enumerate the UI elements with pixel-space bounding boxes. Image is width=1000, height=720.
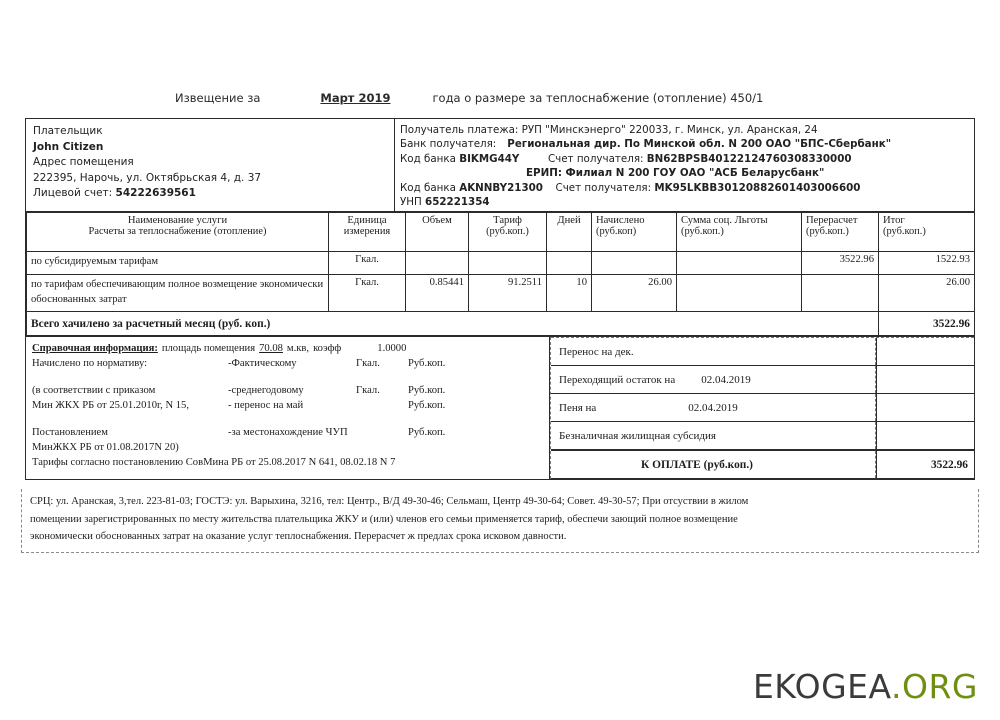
col-header-name-sub: Расчеты за теплоснабжение (отопление) [88,226,267,238]
reference-footnote-1: МинЖКХ РБ от 01.08.2017N 20) [32,442,179,454]
reference-row-c1: Мин ЖКХ РБ от 25.01.2010г, N 15, [32,400,189,412]
cell-benefit [677,252,802,275]
spacer [32,371,549,383]
payment-panel [550,337,974,479]
cell-tariff: 91.2511 [469,275,547,312]
payer-account-line [33,186,394,202]
col-header-days [547,213,592,252]
payment-row-label: Безналичная жилищная субсидия [559,430,716,443]
payment-row [551,366,974,394]
cell-recalc: 3522.96 [802,252,879,275]
payee-erip-value: ЕРИП: Филиал N 200 ГОУ ОАО "АСБ Беларусбанк" [526,167,825,180]
notice-label: Извещение за [175,91,261,105]
reference-row-c1: Постановлением [32,427,108,439]
reference-row-c2: -Фактическому [228,358,297,370]
col-header-unit-title: Единица [347,215,387,227]
col-header-tariff [469,213,547,252]
spacer [32,413,549,425]
reference-row-c4: Руб.коп. [408,400,446,412]
payer-account-value: 54222639561 [115,187,196,200]
reference-row-c4: Руб.коп. [408,427,446,439]
cell-volume: 0.85441 [406,275,469,312]
cell-recalc [802,275,879,312]
payee-bank-value: Региональная дир. По Минской обл. N 200 ОАО "БПС-Сбербанк" [507,138,892,151]
col-header-total-sub: (руб.коп.) [883,226,926,238]
cell-service-name: по субсидируемым тарифам [27,252,329,275]
col-header-tariff-sub: (руб.коп.) [486,226,529,238]
col-header-unit [329,213,406,252]
document-header-line [25,88,975,108]
payee-bankcode2-value: AKNNBY21300 [459,181,543,194]
payment-row-label-wrap [551,422,876,449]
payment-row-label-wrap [551,394,876,421]
services-header-row [27,213,975,252]
col-header-total [879,213,975,252]
reference-area-value: 70.08 [259,343,283,355]
table-total-row [27,312,975,336]
footer-note-line-2: помещении зарегистрированных по месту жительства плательщика ЖКУ и (или) членов его семьи применяется тариф, обеспечи зающий полное возмещение [30,513,738,525]
payment-row [551,394,974,422]
col-header-total-title: Итог [883,215,905,227]
col-header-accrued-sub: (руб.коп) [596,226,637,238]
cell-volume [406,252,469,275]
reference-heading: Справочная информация: [32,343,158,355]
col-header-recalc-sub: (руб.коп.) [806,226,849,238]
payee-erip-line [400,166,970,180]
col-header-accrued [592,213,677,252]
payer-block [26,119,395,211]
payment-row-date: 02.04.2019 [688,402,738,415]
payment-row-label: Перенос на дек. [559,346,634,359]
payee-recipient-value: РУП "Минскэнерго" 220033, г. Минск, ул. Аранская, 24 [521,124,818,136]
invoice-sheet [25,118,975,480]
reference-row-c3 [356,425,408,440]
payee-bank-line [400,137,970,151]
reference-row-c1: (в соответствии с приказом [32,385,156,397]
reference-row-c3: Гкал. [356,385,380,397]
payer-address-label: Адрес помещения [33,156,134,169]
reference-heading-line [32,341,549,356]
reference-coeff-label: коэфф [313,343,342,355]
payee-bankcode-value: BIKMG44Y [459,152,520,165]
reference-payment-band [26,336,974,479]
reference-row [32,425,549,440]
cell-benefit [677,275,802,312]
payment-row-label-wrap [551,366,876,393]
payee-unp-line [400,195,970,209]
payment-row [551,337,974,366]
col-header-name-title: Наименование услуги [127,215,228,227]
payer-name: John Citizen [33,140,104,153]
reference-footnote-2: Тарифы согласно постановлению СовМина РБ от 25.08.2017 N 641, 08.02.18 N 7 [32,457,396,469]
col-header-recalc-title: Перерасчет [806,215,858,227]
reference-area-unit: м.кв, [286,343,310,355]
payee-bankcode2-line [400,181,970,195]
payment-total-value: 3522.96 [876,451,974,478]
ekogea-watermark [753,667,978,706]
cell-service-name: по тарифам обеспечивающим полное возмещение экономически обоснованных затрат [27,275,329,312]
payment-row-value [876,394,974,421]
col-header-name [27,213,329,252]
col-header-benefit-sub: (руб.коп.) [681,226,724,238]
payment-row-label-wrap [551,338,876,365]
col-header-benefit [677,213,802,252]
payee-account2-label: Счет получателя: [555,181,652,194]
services-table [26,212,975,336]
table-row [27,252,975,275]
notice-subject: года о размере за теплоснабжение (отопление) 450/1 [432,91,764,105]
col-header-recalc [802,213,879,252]
payee-account2-value: MK95LKBB30120882601403006600 [654,181,861,194]
payer-title: Плательщик [33,125,103,137]
payer-account-label: Лицевой счет: [33,187,113,200]
notice-period: Март 2019 [320,91,391,105]
payee-bank-label: Банк получателя: [400,138,497,151]
reference-coeff-value: 1.0000 [377,343,407,355]
payee-unp-label: УНП [400,196,422,209]
col-header-accrued-title: Начислено [596,215,645,227]
total-label: Всего хачилено за расчетный месяц (руб. коп.) [27,312,879,336]
watermark-name: EKOGEA [752,667,892,706]
footer-note-line-3: экономически обоснованных затрат на оказание услуг теплоснабжения. Перерасчет ж предлах срока исковом давности. [30,531,567,542]
payee-bankcode-line [400,152,970,166]
payee-account-value: BN62BPSB40122124760308330000 [646,152,852,165]
payee-block [395,119,974,211]
payment-total-row [551,450,974,479]
col-header-benefit-title: Сумма соц. Льготы [681,215,768,227]
reference-row [32,398,549,413]
payment-total-label-wrap [551,451,876,478]
reference-area-label: площадь помещения [161,343,256,355]
cell-total: 26.00 [879,275,975,312]
payment-total-label: К ОПЛАТЕ (руб.коп.) [641,459,753,472]
col-header-tariff-title: Тариф [493,215,522,227]
watermark-tld: .ORG [891,667,978,706]
footer-note-line-1: СРЦ: ул. Аранская, 3,тел. 223-81-03; ГОСТЭ: ул. Варыхина, 3216, тел: Центр., В/Д 49-30-46; Сельмаш, Центр 49-30-64; Совет. 49-30-57; При отсуствии в жилом [30,496,749,507]
payment-row-date: 02.04.2019 [701,374,751,387]
reference-row [32,383,549,398]
col-header-volume-title: Объем [422,215,452,227]
cell-unit: Гкал. [329,252,406,275]
reference-row-c3 [356,398,408,413]
cell-accrued: 26.00 [592,275,677,312]
party-band [26,119,974,212]
footer-note [21,489,979,553]
payment-row-label: Переходящий остаток на [559,374,676,387]
reference-row-c1: Начислено по нормативу: [32,358,148,370]
payment-row [551,422,974,450]
reference-row-c2: -среднегодовому [228,385,304,397]
payment-row-value [876,366,974,393]
reference-row [32,356,549,371]
cell-days [547,252,592,275]
reference-info-block [26,337,550,479]
payee-recipient-line [400,123,970,137]
cell-unit: Гкал. [329,275,406,312]
payee-recipient-label: Получатель платежа: [400,124,519,136]
reference-row-c4: Руб.коп. [408,385,446,397]
cell-tariff [469,252,547,275]
payer-address: 222395, Нарочь, ул. Октябрьская 4, д. 37 [33,171,262,184]
payee-bankcode-label: Код банка [400,152,456,165]
total-value: 3522.96 [879,312,975,336]
cell-accrued [592,252,677,275]
reference-row-c2: - перенос на май [228,400,304,412]
cell-days: 10 [547,275,592,312]
payment-row-label: Пеня на [559,402,597,415]
col-header-days-title: Дней [557,215,581,227]
reference-row-c3: Гкал. [356,358,380,370]
payment-row-value [876,338,974,365]
col-header-unit-sub: измерения [343,226,391,238]
cell-total: 1522.93 [879,252,975,275]
col-header-volume [406,213,469,252]
reference-row-c2: -за местонахождение ЧУП [228,427,348,439]
payee-bankcode2-label: Код банка [400,181,456,194]
payee-unp-value: 652221354 [425,196,490,209]
payee-account-label: Счет получателя: [547,152,644,165]
table-row [27,275,975,312]
payment-row-value [876,422,974,449]
reference-row-c4: Руб.коп. [408,358,446,370]
